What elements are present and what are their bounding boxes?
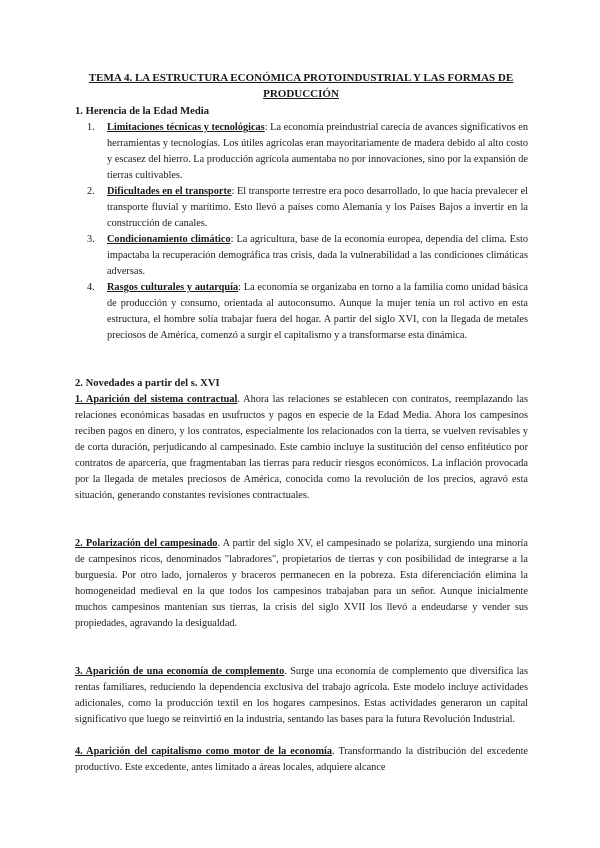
paragraph-label: 2. Polarización del campesinado <box>75 538 218 549</box>
paragraph-text: . A partir del siglo XV, el campesinado se polariza, surgiendo una minoría de campesinos ricos, denominados "labradores", propietarios de tierras y con posibilidad de integrarse a la burguesía. Por otro lado, jornaleros y braceros permanecen en la pobreza. Esta diferenciación elimina la homogeneidad medieval en la que todos los campesinos trabajaban para un señor. Aunque inicialmente muchos campesinos mantenían sus tierras, la crisis del siglo XVII los llevó a endeudarse y vender sus propiedades, agravando la desigualdad. <box>75 538 528 629</box>
list-item-number: 1. <box>87 122 95 133</box>
list-item-label: Limitaciones técnicas y tecnológicas <box>107 122 265 133</box>
list-item-clima <box>87 232 528 280</box>
list-item-text: : La economía se organizaba en torno a la familia como unidad básica de producción y consumo, orientada al autoconsumo. Aunque la mujer tenía un rol activo en esta estructura, el hombre solía trabajar fuera del hogar. A partir del siglo XVI, con la llegada de metales preciosos de América, comenzó a surgir el capitalismo y a transformarse esta dinámica. <box>107 282 528 341</box>
section-heading-novedades: 2. Novedades a partir del s. XVI <box>75 378 220 389</box>
list-item-text: : El transporte terrestre era poco desarrollado, lo que hacía prevalecer el transporte fluvial y marítimo. Esto llevó a países como Alemania y los Países Bajos a invertir en la construcción de canales. <box>107 186 529 229</box>
paragraph-label: 3. Aparición de una economía de complemento <box>75 666 285 677</box>
list-item-text: : La agricultura, base de la economía europea, dependía del clima. Esto impactaba la recuperación demográfica tras crisis, dada la vulnerabilidad a las condiciones climáticas adversas. <box>107 234 528 277</box>
paragraph-text: . Surge una economía de complemento que diversifica las rentas familiares, reduciendo la dependencia exclusiva del trabajo agrícola. Este modelo incluye actividades adicionales, como la producción textil en los hogares campesinos. Estas actividades generaron un capital significativo que luego se reinvirtió en la industria, sentando las bases para la futura Revolución Industrial. <box>75 666 529 725</box>
list-item-text: : La economía preindustrial carecía de avances significativos en herramientas y tecnologías. Los útiles agrícolas eran mayoritariamente de madera debido al alto costo y escasez del hierro. La producción agrícola aumentaba no por innovaciones, sino por la expansión de tierras cultivables. <box>107 122 528 181</box>
paragraph-sistema-contractual <box>75 392 528 504</box>
list-item-limitaciones <box>87 120 528 184</box>
paragraph-text: . Ahora las relaciones se establecen con contratos, reemplazando las relaciones económicas basadas en usufructos y pagos en especie de la Edad Media. Ahora los campesinos reciben pagos en dinero, y los contratos, especialmente los relacionados con la tierra, se vuelven revisables y de corta duración, perjudicando al campesinado. Este cambio incluye la sustitución del censo enfitéutico por contratos de aparcería, que fragmentaban las tierras para reducir riesgos económicos. La inflación provocada por la llegada de metales preciosos de América, conocida como la revolución de los precios, agravó esta situación, generando constantes revisiones contractuales. <box>75 394 528 501</box>
paragraph-polarizacion <box>75 536 528 632</box>
paragraph-economia-complemento <box>75 664 528 728</box>
list-item-number: 3. <box>87 234 95 245</box>
paragraph-label: 1. Aparición del sistema contractual <box>75 394 238 405</box>
paragraph-text: . Transformando la distribución del excedente productivo. Este excedente, antes limitado a áreas locales, adquiere alcance <box>75 746 529 773</box>
list-item-label: Condicionamiento climático <box>107 234 231 245</box>
paragraph-capitalismo <box>75 744 528 776</box>
list-item-label: Rasgos culturales y autarquía <box>107 282 239 293</box>
list-item-autarquia <box>87 280 528 344</box>
list-item-label: Dificultades en el transporte <box>107 186 232 197</box>
paragraph-label: 4. Aparición del capitalismo como motor de la economía <box>75 746 333 757</box>
list-item-number: 4. <box>87 282 95 293</box>
section-heading-herencia: 1. Herencia de la Edad Media <box>75 106 209 117</box>
list-item-transporte <box>87 184 529 232</box>
page-title: TEMA 4. LA ESTRUCTURA ECONÓMICA PROTOINDUSTRIAL Y LAS FORMAS DE PRODUCCIÓN <box>88 72 514 100</box>
list-item-number: 2. <box>87 186 95 197</box>
